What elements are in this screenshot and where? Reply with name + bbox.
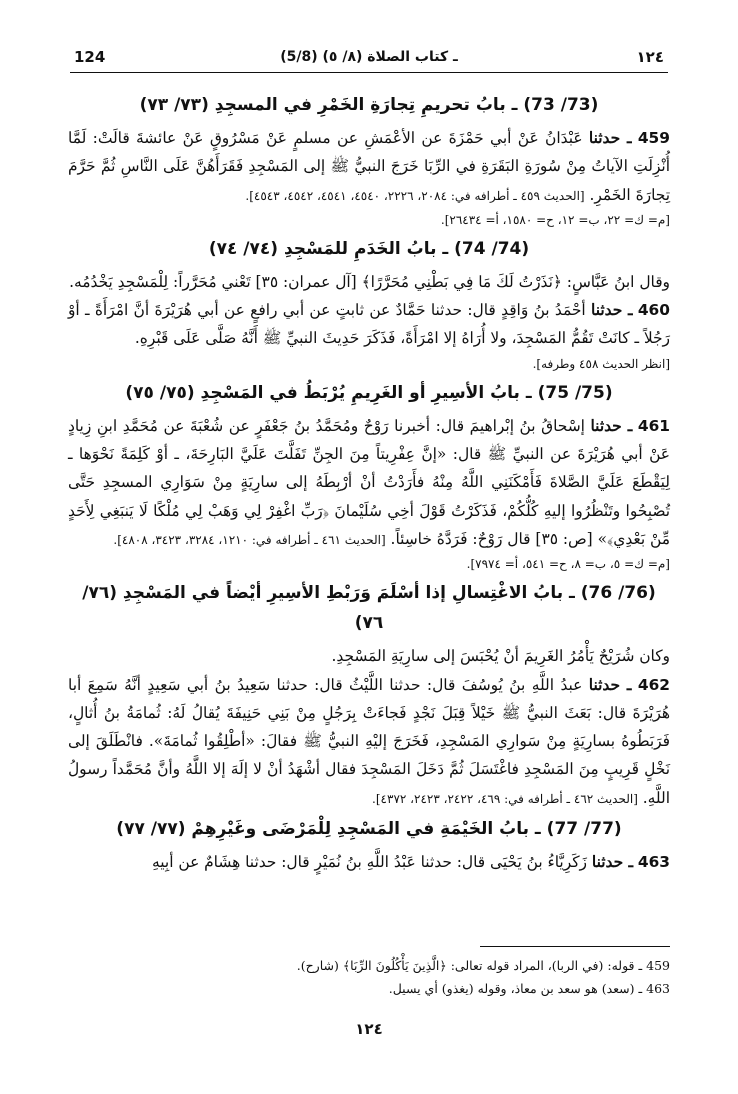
footnotes	[68, 954, 670, 1000]
hadith-number: 460	[637, 301, 670, 320]
page-number-latin: 124	[74, 48, 106, 66]
hadith-lead: ـ حدثنا	[588, 675, 632, 694]
chapter-heading: (74/ 74) ـ بابُ الخَدَمِ للمَسْجِدِ (٧٤/ ٧٤)	[208, 238, 530, 259]
hadith-text: عَبْدَانُ عَنْ أبي حَمْزَةَ عن الأعْمَشِ عن مسلمٍ عَنْ مَسْرُوقٍ عَنْ عائشةَ قالَتْ: لَمَّا أُنْزِلَتِ الآياتُ مِنْ سُورَةِ البَقَرَةِ في الرِّبَا خَرَجَ النبيُّ ﷺ إلى المَسْجِدِ فَقَرَأَهُنَّ عَلَى النَّاسِ ثُمَّ حَرَّمَ تِجارَةَ الخَمْرِ.	[68, 129, 670, 204]
hadith-lead: ـ حدثنا	[591, 301, 633, 320]
hadith-text: إسْحاقُ بنُ إبْراهيمَ قال: أخبرنا رَوْحٌ ومُحَمَّدُ بنُ جَعْفَرٍ عن شُعْبَةَ عن مُحَمَّدِ ابنِ زِيادٍ عَنْ أبي هُرَيْرَةَ عن النبيِّ ﷺ قال: «إنَّ عِفْرِيتاً مِنَ الجِنِّ تَفَلَّتَ عَلَيَّ البَارِحَةَ، ـ أوْ كَلِمَةً نَحْوَها ـ لِيَقْطَعَ عَلَيَّ الصَّلاةَ فَأَمْكَنَنِي اللَّهُ مِنْهُ فأَرَدْتُ أنْ أرْبِطَهُ إلى سارِيَةٍ مِنْ سَوَارِي المسجِدِ حَتَّى تُصْبِحُوا وتَنْظُرُوا إليهِ كُلُّكُمْ، فَذَكَرْتُ قَوْلَ أخِي سُلَيْمانَ ﴿رَبِّ اغْفِرْ لِي وَهَبْ لِي مُلْكًا لَا يَنبَغِي لِأَحَدٍ مِّنْ بَعْدِي﴾» [ص: ٣٥] قال رَوْحٌ: فَرَدَّهُ خاسِئاً.	[68, 416, 670, 548]
reference-note: [انظر الحديث ٤٥٨ وطرفه].	[532, 356, 670, 371]
footnote: 463 ـ (سعد) هو سعد بن معاذ، وقوله (يغذو) أي يسيل.	[388, 981, 670, 996]
hadith-number: 461	[637, 416, 670, 435]
text-paragraph: وكان شُرَيْحٌ يَأْمُرُ الغَرِيمَ أنْ يُحْبَسَ إلى سارِيَةِ المَسْجِدِ.	[331, 647, 670, 666]
reference-note: [م= ك= ٢٢، ب= ١٢، ح= ١٥٨٠، أ= ٢٦٤٣٤].	[440, 212, 670, 227]
page-number-arabic: ١٢٤	[636, 48, 664, 66]
chapter-heading: (73/ 73) ـ بابُ تحريمِ تِجارَةِ الخَمْرِ في المسجِدِ (٧٣/ ٧٣)	[139, 95, 599, 115]
chapter-heading: (75/ 75) ـ بابُ الأسِيرِ أو الغَرِيمِ يُرْبَطُ في المَسْجِدِ (٧٥/ ٧٥)	[125, 382, 613, 403]
hadith-text: أحْمَدُ بنُ وَاقِدٍ قال: حدثنا حَمَّادٌ عن ثابتٍ عن أبي رافعٍ عن أبي هُرَيْرَةَ أنَّ امْرَأَةً ـ أوْ رَجُلاً ـ كانَتْ تَقُمُّ المَسْجِدَ، ولا أُرَاهُ إلا امْرَأَةً، فَذَكَرَ حَدِيثَ النبيِّ ﷺ أَنَّهُ صَلَّى عَلَى قَبْرِهِ.	[68, 301, 670, 348]
hadith-cross-reference: [الحديث ٤٦٢ ـ أطرافه في: ٤٦٩، ٢٤٢٢، ٢٤٢٣، ٤٣٧٢].	[372, 791, 638, 806]
hadith-paragraph	[68, 848, 670, 876]
hadith-cross-reference: [الحديث ٤٥٩ ـ أطرافه في: ٢٠٨٤، ٢٢٢٦، ٤٥٤٠، ٤٥٤١، ٤٥٤٢، ٤٥٤٣].	[245, 188, 585, 203]
hadith-paragraph	[68, 412, 670, 553]
footnote-divider	[480, 946, 670, 947]
running-title: (5/8) ـ كتاب الصلاة (٨/ ٥)	[280, 49, 458, 65]
reference-note: [م= ك= ٥، ب= ٨، ح= ٥٤١، أ= ٧٩٧٤].	[466, 557, 670, 572]
folio: ١٢٤	[355, 1020, 383, 1038]
hadith-number: 459	[637, 129, 670, 147]
hadith-number: 462	[637, 675, 670, 694]
chapter-heading: (77/ 77) ـ بابُ الخَيْمَةِ في المَسْجِدِ لِلْمَرْضَى وغَيْرِهِمْ (٧٧/ ٧٧)	[116, 819, 622, 840]
hadith-number: 463	[637, 853, 670, 872]
running-header	[70, 46, 668, 73]
hadith-text: زَكَرِيَّاءُ بنُ يَحْيَى قال: حدثنا عَبْدُ اللَّهِ بنُ نُمَيْرٍ قال: حدثنا هِشَامٌ عن أبِيهِ	[152, 853, 587, 872]
hadith-lead: ـ حدثنا	[591, 853, 633, 872]
hadith-cross-reference: [الحديث ٤٦١ ـ أطرافه في: ١٢١٠، ٣٢٨٤، ٣٤٢٣، ٤٨٠٨].	[113, 532, 386, 547]
hadith-lead: ـ حدثنا	[590, 416, 633, 435]
hadith-lead: ـ حدثنا	[588, 129, 632, 147]
hadith-paragraph	[68, 124, 670, 209]
footnote: 459 ـ قوله: (في الربا)، المراد قوله تعالى: ﴿الَّذِينَ يَأْكُلُونَ الرِّبَا﴾ (شارح).	[296, 958, 670, 973]
hadith-paragraph	[68, 296, 670, 353]
main-text	[68, 88, 670, 876]
chapter-heading: (76/ 76) ـ بابُ الاغْتِسالِ إذا أسْلَمَ وَرَبْطِ الأسِيرِ أيْضاً في المَسْجِدِ (٧٦/ ٧٦)	[82, 583, 656, 634]
hadith-text: عبدُ اللَّهِ بنُ يُوسُفَ قال: حدثنا اللَّيْثُ قال: حدثنا سَعِيدُ بنُ أبي سَعِيدٍ أنَّهُ سَمِعَ أبا هُرَيْرَةَ قال: بَعَثَ النبيُّ ﷺ خَيْلاً قِبَلَ نَجْدٍ فَجاءَتْ بِرَجُلٍ مِنْ بَنِي حَنِيفَةَ يُقالُ لَهُ: ثُمامَةُ بنُ أُثالٍ، فَرَبَطُوهُ بسارِيَةٍ مِنْ سَوارِي المَسْجِدِ، فَخَرَجَ إليْهِ النبيُّ ﷺ فقالَ: «أطْلِقُوا ثُمامَةَ». فانْطَلَقَ إلى نَخْلٍ قَرِيبٍ مِنَ المَسْجِدِ فاغْتَسَلَ ثُمَّ دَخَلَ المَسْجِدَ فقال أشْهَدُ أنْ لا إلَهَ إلا اللَّهُ وأنَّ مُحَمَّداً رسولُ اللَّهِ.	[68, 675, 670, 807]
hadith-paragraph	[68, 671, 670, 812]
text-paragraph: وقال ابنُ عَبَّاسٍ: ﴿نَذَرْتُ لَكَ مَا فِي بَطْنِي مُحَرَّرًا﴾ [آل عمران: ٣٥] تَعْني مُحَرَّراً: لِلْمَسْجِدِ يَخْدُمُه.	[69, 272, 670, 291]
